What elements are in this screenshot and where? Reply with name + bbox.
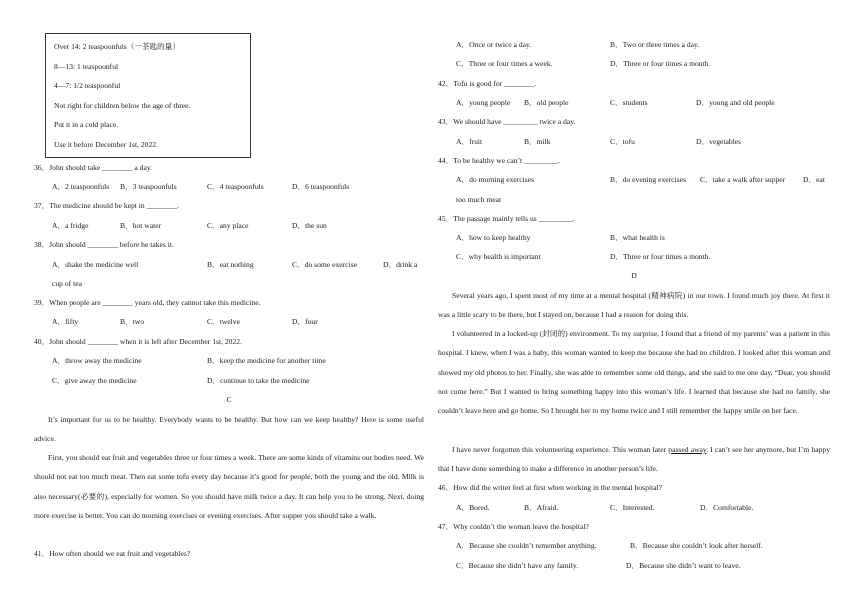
option-42-d[interactable]: D．young and old people: [696, 98, 775, 107]
option-43-c[interactable]: C．tofu: [610, 137, 635, 146]
option-39-b[interactable]: B．two: [120, 317, 145, 326]
option-47-d[interactable]: D．Because she didn’t want to leave.: [626, 561, 741, 570]
notice-line: 8—13: 1 teaspoonful: [54, 62, 119, 71]
passage-c-paragraph: It’s important for us to be healthy. Everybody wants to be healthy. But how can we keep healthy? Here is some useful advice.: [34, 415, 424, 444]
option-46-c[interactable]: C．Interested.: [610, 503, 655, 512]
question-36: 36．John should take ________ a day.: [34, 163, 153, 172]
section-d-heading: D: [631, 271, 637, 280]
option-41-a[interactable]: A．Once or twice a day.: [456, 40, 532, 49]
option-43-d[interactable]: D．vegetables: [696, 137, 742, 146]
passage-text: I have never forgotten this volunteering experience. This woman later: [452, 445, 669, 454]
option-36-b[interactable]: B．3 teaspoonfuls: [120, 182, 177, 191]
question-40: 40．John should ________ when it is left after December 1st, 2022.: [34, 337, 242, 346]
option-40-d[interactable]: D．continue to take the medicine: [207, 376, 310, 385]
option-44-d[interactable]: D．eat: [803, 175, 825, 184]
medicine-notice-box: [45, 33, 251, 158]
option-38-a[interactable]: A．shake the medicine well: [52, 260, 139, 269]
option-38-b[interactable]: B．eat nothing: [207, 260, 254, 269]
option-45-c[interactable]: C．why health is important: [456, 252, 541, 261]
passage-text: . I can’t see her anymore, but I’m happy that I have done something to make a difference in another person’s life.: [438, 445, 831, 474]
notice-line: Put it in a cold place.: [54, 120, 119, 129]
underlined-phrase: passed away: [668, 445, 707, 454]
option-46-d[interactable]: D．Comfortable.: [700, 503, 754, 512]
question-43: 43．We should have _________ twice a day.: [438, 117, 576, 126]
option-46-b[interactable]: B．Afraid.: [524, 503, 559, 512]
option-44-a[interactable]: A．do morning exercises: [456, 175, 535, 184]
question-37: 37．The medicine should be kept in ________.: [34, 201, 179, 210]
option-41-d[interactable]: D．Three or four times a month.: [610, 59, 711, 68]
notice-line: Use it before December 1st, 2022.: [54, 140, 158, 149]
option-39-d[interactable]: D．four: [292, 317, 318, 326]
option-47-a[interactable]: A．Because she couldn’t remember anything.: [456, 541, 597, 550]
passage-d-paragraph: I volunteered in a locked-up (封闭的) environment. To my surprise, I found that a friend of my parents’ was a patient in this hospital. I knew, when I was a baby, this woman wanted to keep me because she had no children. I looked after this woman and showed my old photos to her. Finally, she was able to remember some old things, and she said to me one day, “Dear, you should not come here.” But I wanted to bring something happy into this woman’s life. I learned that because she had no family, she couldn’t leave here and go home. So I brought her to my home twice and I still remember the happy smile on her face.: [438, 329, 830, 416]
option-44-d-continued: too much meat: [456, 195, 502, 204]
option-42-b[interactable]: B．old people: [524, 98, 569, 107]
option-45-a[interactable]: A．how to keep healthy: [456, 233, 531, 242]
section-c-heading: C: [226, 395, 232, 404]
question-41: 41．How often should we eat fruit and vegetables?: [34, 549, 191, 558]
option-39-c[interactable]: C．twelve: [207, 317, 240, 326]
option-37-d[interactable]: D．the sun: [292, 221, 327, 230]
option-38-d[interactable]: D．drink a: [383, 260, 418, 269]
option-47-c[interactable]: C．Because she didn’t have any family.: [456, 561, 579, 570]
option-40-b[interactable]: B．keep the medicine for another time: [207, 356, 326, 365]
option-36-d[interactable]: D．6 teaspoonfuls: [292, 182, 350, 191]
notice-line: Not right for children below the age of three.: [54, 101, 191, 110]
passage-d-paragraph: [438, 440, 830, 479]
option-38-d-continued: cup of tea: [52, 279, 82, 288]
option-36-a[interactable]: A．2 teaspoonfuls: [52, 182, 110, 191]
question-42: 42．Tofu is good for ________.: [438, 79, 537, 88]
option-45-d[interactable]: D．Three or four times a month.: [610, 252, 711, 261]
option-39-a[interactable]: A．fifty: [52, 317, 79, 326]
option-36-c[interactable]: C．4 teaspoonfuls: [207, 182, 264, 191]
option-41-c[interactable]: C．Three or four times a week.: [456, 59, 553, 68]
option-37-b[interactable]: B．hot water: [120, 221, 162, 230]
option-43-b[interactable]: B．milk: [524, 137, 551, 146]
option-42-c[interactable]: C．students: [610, 98, 648, 107]
question-39: 39．When people are ________ years old, they cannot take this medicine.: [34, 298, 261, 307]
passage-c-paragraph: First, you should eat fruit and vegetables three or four times a week. There are some kinds of vitamins our bodies need. We should not eat too much meat. Then eat some tofu every day because it’s good for people, both the young and the old. Milk is also necessary(必要的), especially for women. So you should have milk twice a day. It can help you to be strong. Next, doing more exercise is better. You can do morning exercises or evening exercises. After supper you should take a walk.: [34, 453, 424, 520]
notice-line: 4—7: 1/2 teaspoonful: [54, 81, 121, 90]
option-45-b[interactable]: B．what health is: [610, 233, 665, 242]
option-42-a[interactable]: A．young people: [456, 98, 511, 107]
question-44: 44．To be healthy we can’t _________.: [438, 156, 561, 165]
option-37-c[interactable]: C．any place: [207, 221, 249, 230]
passage-d-paragraph: Several years ago, I spent most of my time at a mental hospital (精神病院) in our town. I found much joy there. At first it was a little scary to be there, but I stayed on, because I had a reason for doing this.: [438, 291, 830, 320]
question-45: 45．The passage mainly tells us _________.: [438, 214, 575, 223]
notice-line: Over 14: 2 teaspoonfuls（一茶匙的量）: [54, 42, 180, 51]
option-40-c[interactable]: C．give away the medicine: [52, 376, 137, 385]
question-46: 46．How did the writer feel at first when working in the mental hospital?: [438, 483, 662, 492]
question-38: 38．John should ________ before he takes it.: [34, 240, 174, 249]
option-41-b[interactable]: B．Two or three times a day.: [610, 40, 700, 49]
option-44-c[interactable]: C．take a walk after supper: [700, 175, 786, 184]
option-44-b[interactable]: B．do evening exercises: [610, 175, 686, 184]
question-47: 47．Why couldn’t the woman leave the hospital?: [438, 522, 589, 531]
option-40-a[interactable]: A．throw away the medicine: [52, 356, 142, 365]
option-43-a[interactable]: A．fruit: [456, 137, 483, 146]
option-46-a[interactable]: A．Bored.: [456, 503, 490, 512]
option-47-b[interactable]: B．Because she couldn’t look after herself.: [630, 541, 763, 550]
option-38-c[interactable]: C．do some exercise: [292, 260, 357, 269]
option-37-a[interactable]: A．a fridge: [52, 221, 89, 230]
